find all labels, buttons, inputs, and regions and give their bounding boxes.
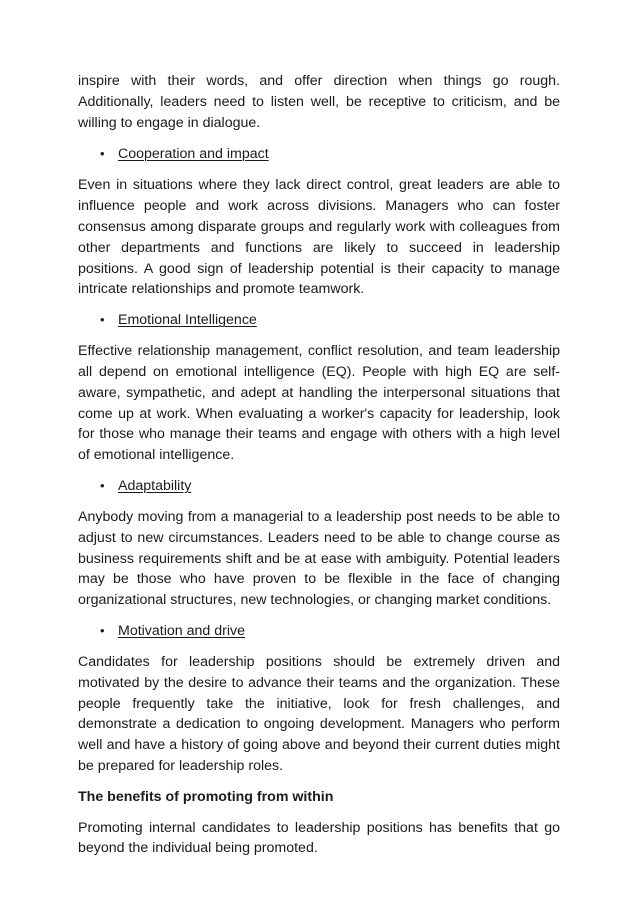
intro-paragraph: inspire with their words, and offer direction when things go rough. Additionally, leaders need to listen well, be receptive to criticism, and be willing to engage in dialogue. bbox=[78, 73, 560, 131]
emotional-intelligence-paragraph: Effective relationship management, conflict resolution, and team leadership all depend on emotional intelligence (EQ). People with high EQ are self-aware, sympathetic, and adept at handling the interpersonal situations that come up at work. When evaluating a worker's capacity for leadership, look for those who manage their teams and engage with others with a high level of emotional intelligence. bbox=[78, 343, 560, 464]
bullet-adaptability bbox=[78, 476, 560, 497]
bullet-motivation bbox=[78, 621, 560, 642]
bullet-cooperation bbox=[78, 144, 560, 165]
bullet-label: Adaptability bbox=[118, 477, 192, 494]
bullet-emotional-intelligence bbox=[78, 310, 560, 331]
section-heading: The benefits of promoting from within bbox=[78, 788, 334, 805]
bullet-label: Motivation and drive bbox=[118, 622, 245, 639]
bullet-label: Cooperation and impact bbox=[118, 146, 269, 163]
bullet-label: Emotional Intelligence bbox=[118, 312, 257, 329]
bullet-dot: • bbox=[100, 312, 105, 328]
bullet-dot: • bbox=[100, 622, 105, 638]
motivation-paragraph: Candidates for leadership positions should be extremely driven and motivated by the desire to advance their teams and the organization. These people frequently take the initiative, look for fresh challenges, and demonstrate a dedication to ongoing development. Managers who perform well and have a history of going above and beyond their current duties might be prepared for leadership roles. bbox=[78, 653, 560, 774]
bullet-dot: • bbox=[100, 146, 105, 162]
closing-paragraph: Promoting internal candidates to leadership positions has benefits that go beyond the individual being promoted. bbox=[78, 819, 560, 857]
adaptability-paragraph: Anybody moving from a managerial to a leadership post needs to be able to adjust to new circumstances. Leaders need to be able to change course as business requirements shift and be at ease with ambiguity. Potential leaders may be those who have proven to be flexible in the face of changing organizational structures, new technologies, or changing market conditions. bbox=[78, 508, 560, 609]
bullet-dot: • bbox=[100, 477, 105, 493]
cooperation-paragraph: Even in situations where they lack direct control, great leaders are able to influence people and work across divisions. Managers who can foster consensus among disparate groups and regularly work with colleagues from other departments and functions are likely to succeed in leadership positions. A good sign of leadership potential is their capacity to manage intricate relationships and promote teamwork. bbox=[78, 177, 560, 298]
